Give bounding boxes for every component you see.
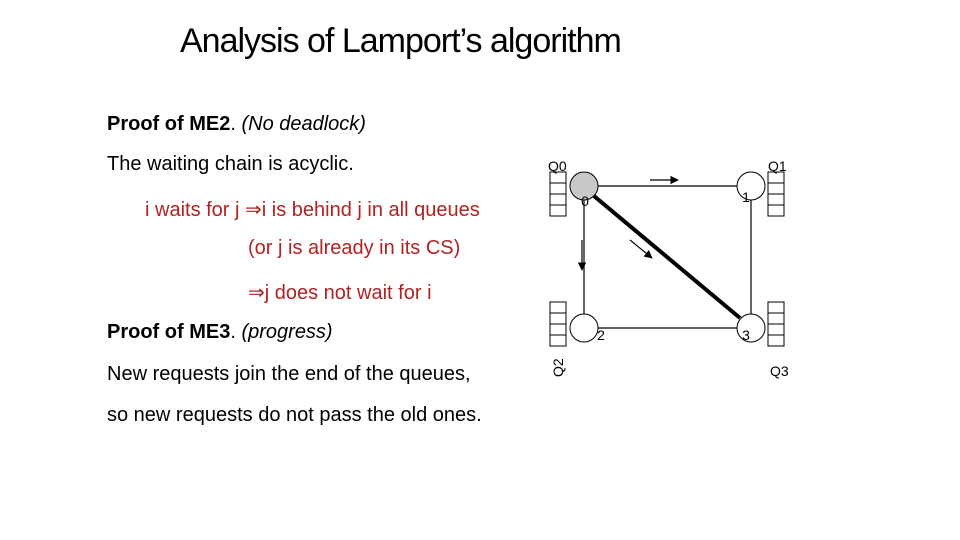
node-label-1: 1 xyxy=(742,189,750,205)
waits-statement: i waits for j ⇒i is behind j in all queues xyxy=(145,199,480,221)
node-1 xyxy=(737,172,765,205)
proof-me3-label: Proof of ME3 xyxy=(107,321,231,343)
queue-label-q0: Q0 xyxy=(548,158,567,174)
queue-label-q1: Q1 xyxy=(768,158,787,174)
node-0 xyxy=(570,172,598,209)
queue-box-q3 xyxy=(768,302,784,346)
proof-me2-label: Proof of ME2 xyxy=(107,113,231,135)
node-3 xyxy=(737,314,765,343)
proof-me3-line xyxy=(107,321,333,344)
proof-me3-dot: . xyxy=(230,321,236,343)
edge-0-3-thick xyxy=(594,196,740,318)
queue-label-q2: Q2 xyxy=(550,358,566,377)
node-label-3: 3 xyxy=(742,327,750,343)
node-label-2: 2 xyxy=(597,327,605,343)
nowait-statement: ⇒j does not wait for i xyxy=(248,282,432,304)
join-statement: New requests join the end of the queues, xyxy=(107,363,471,385)
proof-me2-dot: . xyxy=(230,113,236,135)
pass-statement: so new requests do not pass the old ones. xyxy=(107,404,482,426)
cs-statement: (or j is already in its CS) xyxy=(248,237,461,259)
queue-graph-diagram xyxy=(540,150,800,390)
queue-box-q2 xyxy=(550,302,566,346)
queue-label-q3: Q3 xyxy=(770,363,789,379)
proof-me2-line xyxy=(107,113,366,136)
proof-me3-subtitle: (progress) xyxy=(235,321,333,343)
proof-me2-subtitle: (No deadlock) xyxy=(235,113,366,135)
node-2 xyxy=(570,314,605,343)
node-label-0: 0 xyxy=(581,193,589,209)
acyclic-statement: The waiting chain is acyclic. xyxy=(107,153,354,175)
page-title: Analysis of Lamport’s algorithm xyxy=(180,22,621,60)
queue-box-q0 xyxy=(550,172,566,216)
queue-box-q1 xyxy=(768,172,784,216)
